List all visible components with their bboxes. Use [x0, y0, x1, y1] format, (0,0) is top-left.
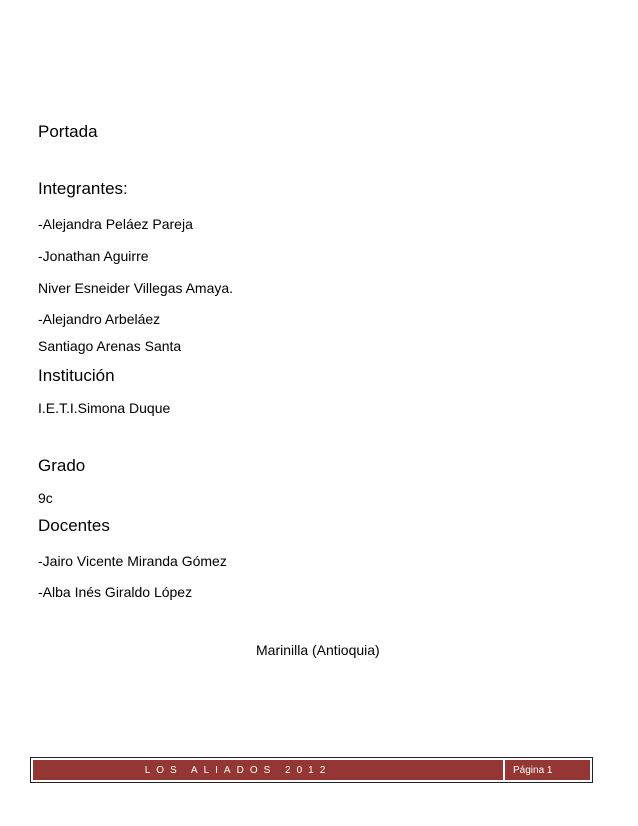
page-footer — [30, 757, 593, 783]
integrante-item: -Alejandra Peláez Pareja — [38, 216, 193, 232]
docente-item: -Jairo Vicente Miranda Gómez — [38, 553, 227, 569]
integrante-item: -Alejandro Arbeláez — [38, 311, 161, 327]
footer-title: LOS ALIADOS 2012 — [33, 760, 503, 780]
integrante-item: Niver Esneider Villegas Amaya. — [38, 280, 234, 296]
location-text: Marinilla (Antioquia) — [256, 642, 380, 658]
docente-item: -Alba Inés Giraldo López — [38, 584, 193, 600]
integrante-item: Santiago Arenas Santa — [38, 338, 182, 354]
institucion-value: I.E.T.I.Simona Duque — [38, 400, 171, 416]
docentes-heading: Docentes — [38, 516, 110, 535]
grado-heading: Grado — [38, 456, 86, 475]
page-title: Portada — [38, 122, 98, 141]
integrante-item: -Jonathan Aguirre — [38, 248, 149, 264]
page-number: Página 1 — [505, 760, 590, 780]
institucion-heading: Institución — [38, 366, 115, 385]
integrantes-heading: Integrantes: — [38, 179, 128, 198]
grado-value: 9c — [38, 490, 53, 506]
